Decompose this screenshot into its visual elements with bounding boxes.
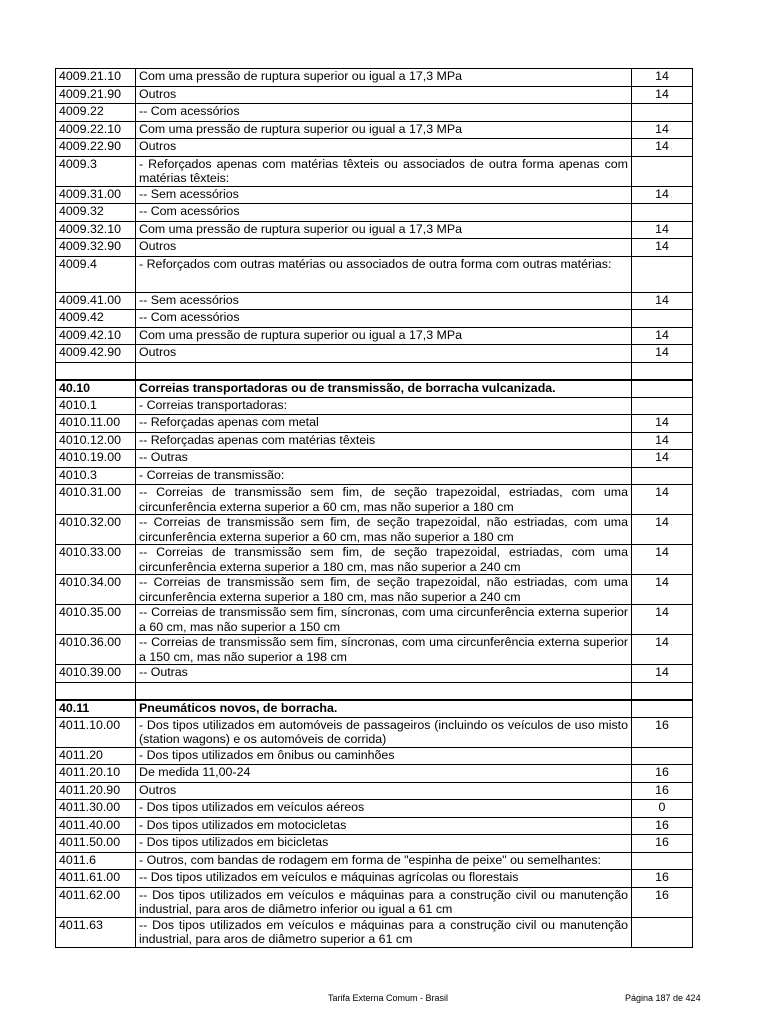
description: -- Correias de transmissão sem fim, de seção trapezoidal, estriadas, com uma circunferência externa superior a 60 cm, mas não superior a 180 cm [136,485,632,515]
ncm-code: 4011.62.00 [56,887,136,917]
table-row [56,782,693,800]
tariff-rate [632,467,693,485]
description: Outros [136,782,632,800]
description: Outros [136,139,632,157]
table-row [56,817,693,835]
description: -- Dos tipos utilizados em veículos e máquinas para a construção civil ou manutenção industrial, para aros de diâmetro inferior ou igual a 61 cm [136,887,632,917]
ncm-code: 4009.32.10 [56,221,136,239]
tariff-rate: 16 [632,817,693,835]
tariff-rate: 14 [632,575,693,605]
footer-title: Tarifa Externa Comum - Brasil [328,993,449,1003]
ncm-code: 4009.41.00 [56,292,136,310]
table-row [56,256,693,292]
ncm-code: 4011.50.00 [56,835,136,853]
description: -- Correias de transmissão sem fim, de seção trapezoidal, não estriadas, com uma circunferência externa superior a 180 cm, mas não superior a 240 cm [136,575,632,605]
description [136,362,632,380]
table-row [56,221,693,239]
table-row [56,292,693,310]
description: - Outros, com bandas de rodagem em forma de "espinha de peixe" ou semelhantes: [136,852,632,870]
description: -- Correias de transmissão sem fim, de seção trapezoidal, estriadas, com uma circunferência externa superior a 180 cm, mas não superior a 240 cm [136,545,632,575]
table-row [56,887,693,917]
table-row [56,800,693,818]
table-row [56,156,693,186]
tariff-rate [632,700,693,718]
ncm-code: 4011.20.10 [56,765,136,783]
table-row [56,397,693,415]
ncm-code: 4010.34.00 [56,575,136,605]
ncm-code: 4010.36.00 [56,635,136,665]
table-row [56,917,693,947]
tariff-rate: 14 [632,485,693,515]
description: -- Com acessórios [136,204,632,222]
ncm-code: 4011.30.00 [56,800,136,818]
table-row [56,121,693,139]
table-heading-row [56,380,693,398]
table-row [56,717,693,747]
ncm-code: 4011.61.00 [56,870,136,888]
tariff-rate: 16 [632,870,693,888]
table-row [56,635,693,665]
description: -- Correias de transmissão sem fim, síncronas, com uma circunferência externa superior a 150 cm, mas não superior a 198 cm [136,635,632,665]
tariff-rate: 14 [632,239,693,257]
ncm-code: 4011.20.90 [56,782,136,800]
ncm-code: 4009.42.10 [56,327,136,345]
ncm-code: 4011.10.00 [56,717,136,747]
ncm-code: 4011.63 [56,917,136,947]
tariff-rate [632,682,693,700]
ncm-code: 4010.11.00 [56,415,136,433]
tariff-rate: 14 [632,186,693,204]
table-row [56,682,693,700]
table-row [56,450,693,468]
ncm-code: 4009.21.90 [56,86,136,104]
description: Outros [136,86,632,104]
table-row [56,310,693,328]
tariff-rate: 14 [632,69,693,87]
ncm-code: 4009.32 [56,204,136,222]
table-row [56,852,693,870]
tariff-rate [632,310,693,328]
ncm-code: 4009.3 [56,156,136,186]
tariff-rate: 14 [632,605,693,635]
description: Com uma pressão de ruptura superior ou igual a 17,3 MPa [136,327,632,345]
ncm-code: 4010.33.00 [56,545,136,575]
table-row [56,870,693,888]
table-heading-row [56,700,693,718]
ncm-code [56,362,136,380]
description: - Reforçados apenas com matérias têxteis ou associados de outra forma apenas com matérias têxteis: [136,156,632,186]
ncm-code: 4009.22 [56,104,136,122]
ncm-code: 4010.1 [56,397,136,415]
table-row [56,139,693,157]
table-row [56,327,693,345]
tariff-rate: 14 [632,121,693,139]
description: -- Com acessórios [136,310,632,328]
ncm-code: 4009.42 [56,310,136,328]
description: -- Reforçadas apenas com metal [136,415,632,433]
description: Pneumáticos novos, de borracha. [136,700,632,718]
ncm-code: 4009.42.90 [56,345,136,363]
ncm-code [56,682,136,700]
tariff-rate: 14 [632,515,693,545]
tariff-rate: 14 [632,292,693,310]
tariff-rate: 16 [632,717,693,747]
table-row [56,665,693,683]
tariff-rate [632,380,693,398]
tariff-rate: 14 [632,327,693,345]
tariff-rate: 16 [632,782,693,800]
table-row [56,69,693,87]
ncm-code: 4009.22.10 [56,121,136,139]
ncm-code: 4009.22.90 [56,139,136,157]
description: -- Com acessórios [136,104,632,122]
ncm-code: 4009.31.00 [56,186,136,204]
table-row [56,515,693,545]
table-row [56,485,693,515]
table-row [56,186,693,204]
ncm-code: 4009.4 [56,256,136,292]
ncm-code: 4010.12.00 [56,432,136,450]
footer-page-number: Página 187 de 424 [625,993,701,1003]
tariff-rate: 14 [632,665,693,683]
description: Outros [136,239,632,257]
description: Com uma pressão de ruptura superior ou igual a 17,3 MPa [136,69,632,87]
description: - Dos tipos utilizados em bicicletas [136,835,632,853]
ncm-code: 40.10 [56,380,136,398]
tariff-rate: 16 [632,835,693,853]
description: - Dos tipos utilizados em automóveis de passageiros (incluindo os veículos de uso misto (station wagons) e os automóveis de corrida) [136,717,632,747]
description: -- Correias de transmissão sem fim, síncronas, com uma circunferência externa superior a 60 cm, mas não superior a 150 cm [136,605,632,635]
table-row [56,545,693,575]
description: Com uma pressão de ruptura superior ou igual a 17,3 MPa [136,221,632,239]
table-row [56,765,693,783]
description: -- Sem acessórios [136,186,632,204]
ncm-code: 4010.39.00 [56,665,136,683]
tariff-rate [632,362,693,380]
tariff-rate: 14 [632,86,693,104]
tariff-rate: 0 [632,800,693,818]
ncm-code: 4010.3 [56,467,136,485]
ncm-code: 4011.20 [56,747,136,765]
description: - Reforçados com outras matérias ou associados de outra forma com outras matérias: [136,256,632,292]
table-row [56,104,693,122]
ncm-code: 4010.31.00 [56,485,136,515]
description: Com uma pressão de ruptura superior ou igual a 17,3 MPa [136,121,632,139]
tariff-table-body [56,69,693,948]
ncm-code: 4009.32.90 [56,239,136,257]
table-row [56,747,693,765]
tariff-rate: 14 [632,635,693,665]
table-row [56,605,693,635]
description: - Dos tipos utilizados em motocicletas [136,817,632,835]
table-row [56,467,693,485]
description: - Correias de transmissão: [136,467,632,485]
ncm-code: 4009.21.10 [56,69,136,87]
description: -- Outras [136,665,632,683]
ncm-code: 4011.6 [56,852,136,870]
description: -- Outras [136,450,632,468]
ncm-code: 4010.32.00 [56,515,136,545]
description: De medida 11,00-24 [136,765,632,783]
tariff-rate [632,917,693,947]
description: - Dos tipos utilizados em ônibus ou caminhões [136,747,632,765]
description: Outros [136,345,632,363]
tariff-rate [632,204,693,222]
ncm-code: 40.11 [56,700,136,718]
tariff-rate: 14 [632,221,693,239]
tariff-rate [632,256,693,292]
description: -- Dos tipos utilizados em veículos e máquinas agrícolas ou florestais [136,870,632,888]
tariff-table [55,68,693,948]
description: -- Correias de transmissão sem fim, de seção trapezoidal, não estriadas, com uma circunferência externa superior a 60 cm, mas não superior a 180 cm [136,515,632,545]
tariff-rate [632,156,693,186]
table-row [56,415,693,433]
tariff-rate: 14 [632,432,693,450]
tariff-rate [632,852,693,870]
tariff-rate: 14 [632,450,693,468]
table-row [56,432,693,450]
table-row [56,362,693,380]
ncm-code: 4010.19.00 [56,450,136,468]
ncm-code: 4011.40.00 [56,817,136,835]
tariff-rate: 14 [632,345,693,363]
tariff-rate: 14 [632,545,693,575]
tariff-rate [632,397,693,415]
description: Correias transportadoras ou de transmissão, de borracha vulcanizada. [136,380,632,398]
description [136,682,632,700]
ncm-code: 4010.35.00 [56,605,136,635]
tariff-rate: 16 [632,887,693,917]
tariff-rate: 16 [632,765,693,783]
table-row [56,239,693,257]
description: -- Dos tipos utilizados em veículos e máquinas para a construção civil ou manutenção industrial, para aros de diâmetro superior a 61 cm [136,917,632,947]
description: - Correias transportadoras: [136,397,632,415]
tariff-rate [632,104,693,122]
description: -- Sem acessórios [136,292,632,310]
tariff-rate: 14 [632,415,693,433]
tariff-rate [632,747,693,765]
table-row [56,86,693,104]
description: - Dos tipos utilizados em veículos aéreos [136,800,632,818]
description: -- Reforçadas apenas com matérias têxteis [136,432,632,450]
table-row [56,345,693,363]
table-row [56,204,693,222]
table-row [56,575,693,605]
tariff-rate: 14 [632,139,693,157]
table-row [56,835,693,853]
